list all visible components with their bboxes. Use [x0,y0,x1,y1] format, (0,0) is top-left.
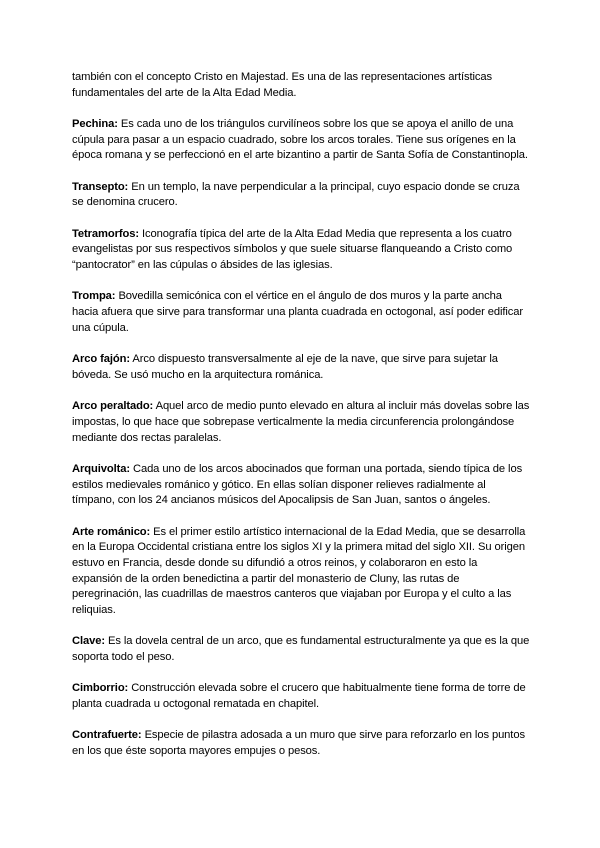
entry-term: Transepto: [72,180,129,193]
entry-definition: Arco dispuesto transversalmente al eje de la nave, que sirve para sujetar la bóveda. Se usó mucho en la arquitectura románica. [72,353,498,381]
entry-term: Contrafuerte: [72,729,142,742]
entry-term: Arte románico: [72,525,151,538]
entry-definition: Iconografía típica del arte de la Alta Edad Media que representa a los cuatro evangelistas por sus respectivos símbolos y que suele situarse flanqueando a Cristo como “pantocrator” en las cúpulas o ábsides de las iglesias. [72,227,513,272]
entry-term: Pechina: [72,118,118,130]
entry-term: Tetramorfos: [72,227,139,240]
entry-clave [72,634,530,665]
entry-definition: Especie de pilastra adosada a un muro que sirve para reforzarlo en los puntos en los que éste soporta mayores empujes o pesos. [72,729,525,758]
entry-trompa [72,289,530,336]
entry-tetramorfos [72,227,530,274]
entry-definition: Cada uno de los arcos abocinados que forman una portada, siendo típica de los estilos medievales románico y gótico. En ellas solían disponer relieves radialmente al tímpano, con los 24 ancianos músicos del Apocalipsis de San Juan, santos o ángeles. [72,462,523,507]
entry-term: Cimborrio: [72,682,129,695]
entry-arquivolta [72,462,530,509]
entry-contrafuerte [72,728,530,759]
entry-transepto [72,180,530,211]
entry-term: Arquivolta: [72,462,130,475]
intro-paragraph: también con el concepto Cristo en Majestad. Es una de las representaciones artísticas fundamentales del arte de la Alta Edad Media. [72,71,492,99]
entry-definition: En un templo, la nave perpendicular a la principal, cuyo espacio donde se cruza se denomina crucero. [72,180,520,209]
entry-definition: Es la dovela central de un arco, que es fundamental estructuralmente ya que es la que soporta todo el peso. [72,635,530,664]
entry-arco-peraltado [72,399,530,446]
entry-pechina [72,117,530,164]
entry-term: Trompa: [72,290,116,303]
entry-term: Clave: [72,635,105,648]
entry-cimborrio [72,681,530,712]
glossary-text [72,70,530,775]
entry-arte-romanico [72,525,530,619]
entry-definition: Construcción elevada sobre el crucero que habitualmente tiene forma de torre de planta cuadrada u octogonal rematada en chapitel. [72,682,526,711]
entry-definition: Es cada uno de los triángulos curvilíneos sobre los que se apoya el anillo de una cúpula para pasar a un espacio cuadrado, sobre los arcos torales. Tiene sus orígenes en la época romana y se perfeccionó en el arte bizantino a partir de Santa Sofía de Constantinopla. [72,118,528,162]
entry-term: Arco peraltado: [72,400,154,413]
entry-definition: Bovedilla semicónica con el vértice en el ángulo de dos muros y la parte ancha hacia afuera que sirve para transformar una planta cuadrada en octogonal, así poder edificar una cúpula. [72,290,524,334]
entry-definition: Es el primer estilo artístico internacional de la Edad Media, que se desarrolla en la Europa Occidental cristiana entre los siglos XI y la primera mitad del siglo XII. Su origen estuvo en Francia, desde donde su difundió a otros reinos, y colaboraron en esto la expansión de la orden benedictina a partir del monasterio de Cluny, las rutas de peregrinación, las cuadrillas de maestros canteros que viajaban por Europa y el culto a las reliquias. [72,525,526,617]
entry-definition: Aquel arco de medio punto elevado en altura al incluir más dovelas sobre las impostas, lo que hace que sobrepase verticalmente la media circunferencia prolongándose mediante dos rectas paralelas. [72,400,530,444]
entry-arco-fajon [72,352,530,383]
entry-term: Arco fajón: [72,353,130,366]
